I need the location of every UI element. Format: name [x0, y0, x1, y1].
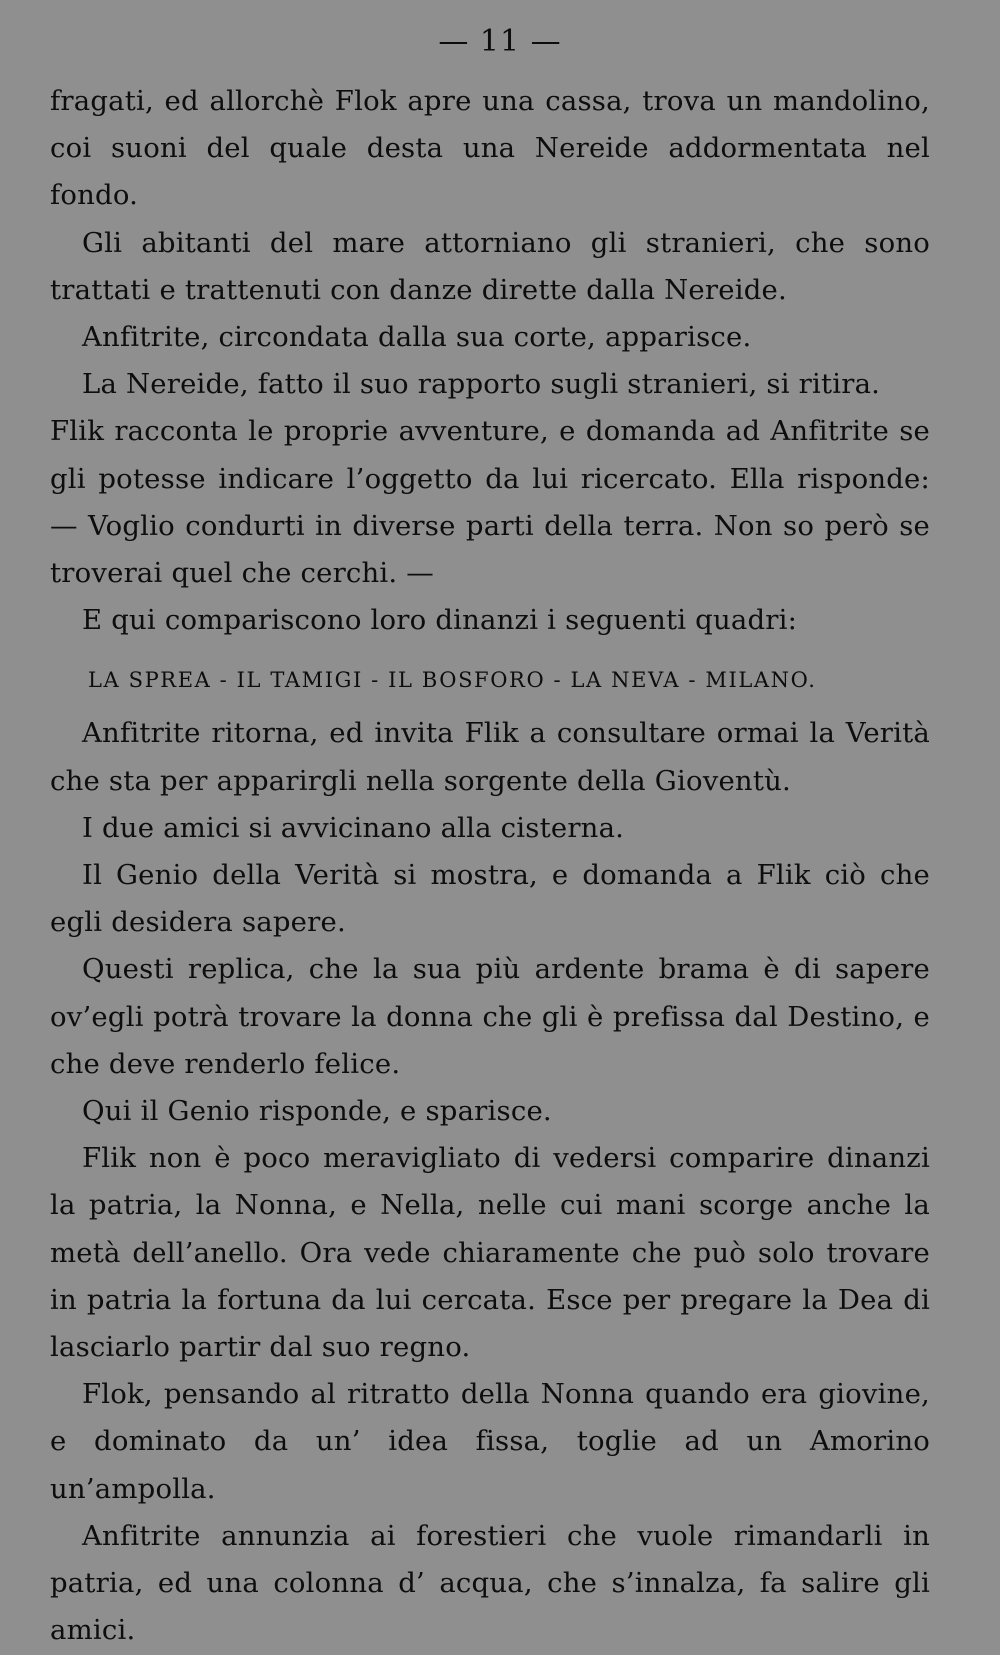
paragraph-12: Flik non è poco meravigliato di vedersi comparire dinanzi la patria, la Nonna, e Nella, nelle cui mani scorge anche la metà dell’anello. Ora vede chiaramente che può solo trovare in patria la fortuna da lui cercata. Esce per pregare la Dea di lasciarlo partir dal suo regno.: [50, 1142, 930, 1364]
paragraph-3: Anfitrite, circondata dalla sua corte, apparisce.: [82, 321, 752, 354]
paragraph-14: Anfitrite annunzia ai forestieri che vuole rimandarli in patria, ed una colonna d’ acqua, che s’innalza, fa salire gli amici.: [50, 1519, 930, 1647]
paragraph-11: Qui il Genio risponde, e sparisce.: [82, 1095, 552, 1128]
paragraph-7: Anfitrite ritorna, ed invita Flik a consultare ormai la Verità che sta per apparirgli nella sorgente della Gioventù.: [50, 717, 930, 797]
paragraph-10: Questi replica, che la sua più ardente brama è di sapere ov’egli potrà trovare la donna che gli è prefissa dal Destino, e che deve renderlo felice.: [50, 953, 930, 1080]
body-text: [50, 78, 930, 1655]
paragraph-1: fragati, ed allorchè Flok apre una cassa, trova un mandolino, coi suoni del quale desta una Nereide addormentata nel fondo.: [50, 85, 930, 212]
paragraph-9: Il Genio della Verità si mostra, e domanda a Flik ciò che egli desidera sapere.: [50, 859, 930, 939]
page-number-header: — 11 —: [438, 24, 562, 59]
paragraph-2: Gli abitanti del mare attorniano gli stranieri, che sono trattati e trattenuti con danze dirette dalla Nereide.: [50, 226, 930, 306]
paragraph-13: Flok, pensando al ritratto della Nonna quando era giovine, e dominato da un’ idea fissa, toglie ad un Amorino un’ampolla.: [50, 1378, 930, 1505]
paragraph-8: I due amici si avvicinano alla cisterna.: [82, 811, 625, 844]
paragraph-6: E qui compariscono loro dinanzi i seguenti quadri:: [82, 604, 798, 637]
scene-list: LA SPREA - IL TAMIGI - IL BOSFORO - LA NEVA - MILANO.: [88, 668, 817, 693]
paragraph-5: Flik racconta le proprie avventure, e domanda ad Anfitrite se gli potesse indicare l’oggetto da lui ricercato. Ella risponde: — Voglio condurti in diverse parti della terra. Non so però se troverai quel che cerchi. —: [50, 415, 930, 590]
paragraph-4: La Nereide, fatto il suo rapporto sugli stranieri, si ritira.: [82, 368, 881, 401]
